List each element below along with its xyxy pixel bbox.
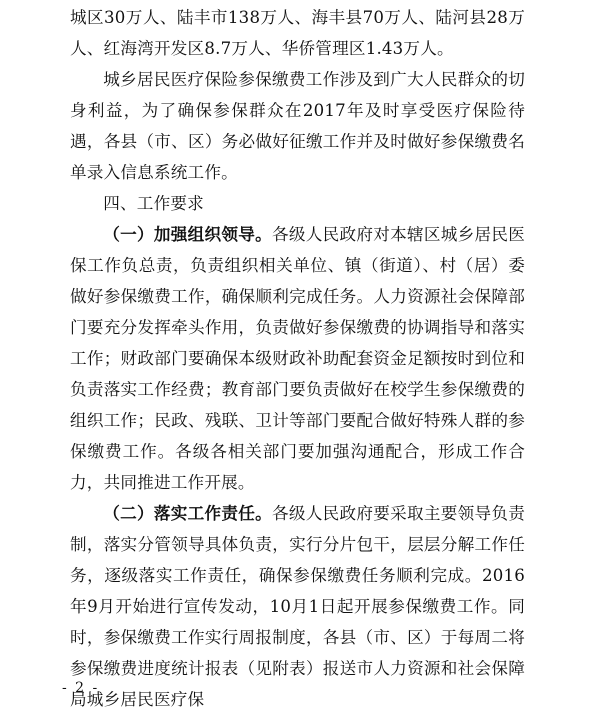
- paragraph-text: 城区30万人、陆丰市138万人、海丰县70万人、陆河县28万人、红海湾开发区8.7万人、华侨管理区1.43万人。: [70, 8, 525, 58]
- paragraph-organization-leadership: [70, 219, 525, 498]
- paragraph-lead-title: （二）落实工作责任。: [103, 504, 272, 523]
- page-number: - 2 -: [62, 680, 100, 696]
- document-body: [70, 2, 525, 715]
- paragraph-population-figures: [70, 2, 525, 64]
- section-heading-work-requirements: [70, 188, 525, 219]
- paragraph-work-responsibility: [70, 498, 525, 715]
- heading-text: 四、工作要求: [103, 194, 204, 213]
- paragraph-insurance-importance: [70, 64, 525, 188]
- paragraph-text: 各级人民政府要采取主要领导负责制，落实分管领导具体负责，实行分片包干，层层分解工作任务，逐级落实工作责任，确保参保缴费任务顺利完成。2016年9月开始进行宣传发动，10月1日起开展参保缴费工作。同时，参保缴费工作实行周报制度，各县（市、区）于每周二将参保缴费进度统计报表（见附表）报送市人力资源和社会保障局城乡居民医疗保: [70, 504, 526, 709]
- paragraph-text: 各级人民政府对本辖区城乡居民医保工作负总责，负责组织相关单位、镇（街道）、村（居）委做好参保缴费工作，确保顺利完成任务。人力资源社会保障部门要充分发挥牵头作用，负责做好参保缴费的协调指导和落实工作；财政部门要确保本级财政补助配套资金足额按时到位和负责落实工作经费；教育部门要负责做好在校学生参保缴费的组织工作；民政、残联、卫计等部门要配合做好特殊人群的参保缴费工作。各级各相关部门要加强沟通配合，形成工作合力，共同推进工作开展。: [70, 225, 526, 492]
- paragraph-text: 城乡居民医疗保险参保缴费工作涉及到广大人民群众的切身利益，为了确保参保群众在2017年及时享受医疗保险待遇，各县（市、区）务必做好征缴工作并及时做好参保缴费名单录入信息系统工作。: [70, 70, 525, 182]
- paragraph-lead-title: （一）加强组织领导。: [103, 225, 272, 244]
